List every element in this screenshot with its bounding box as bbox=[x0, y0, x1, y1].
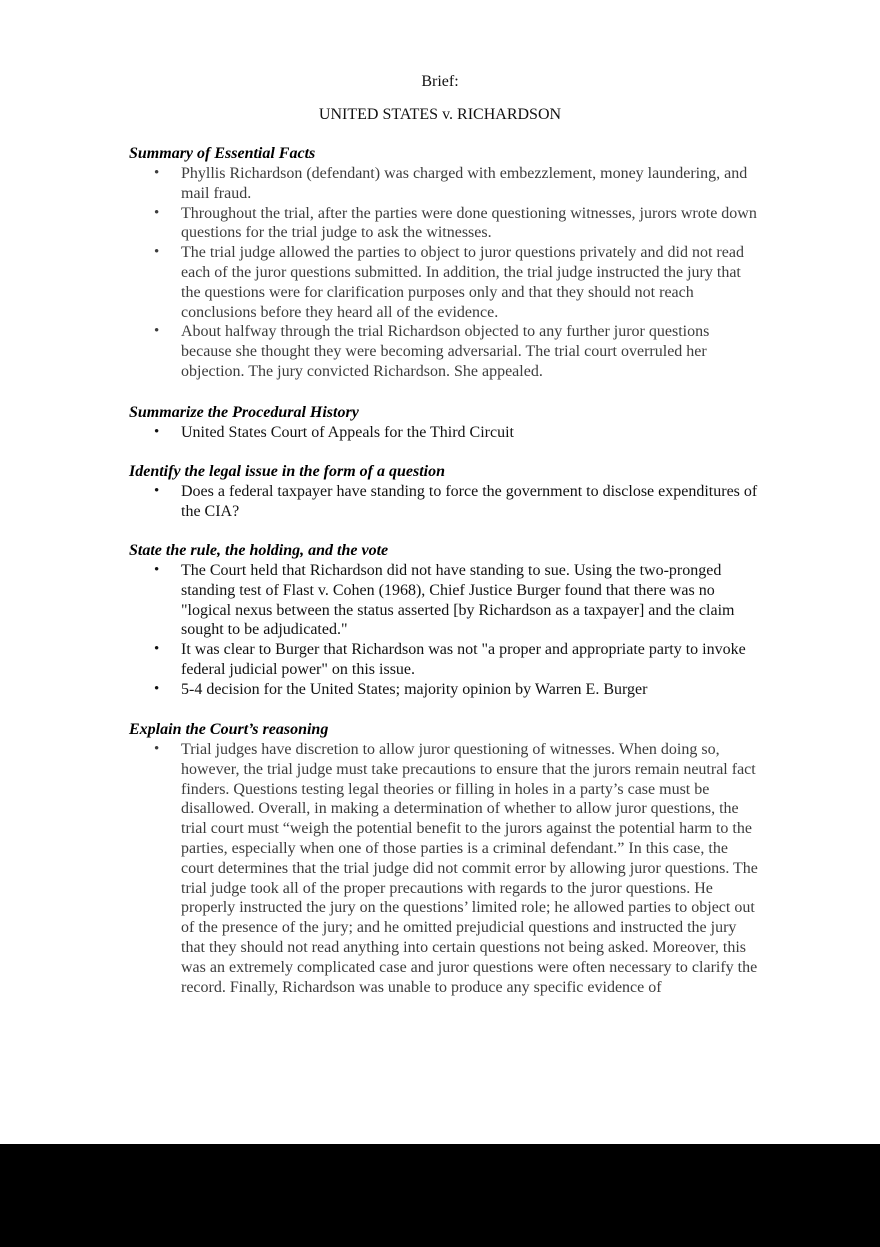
list-item: • Phyllis Richardson (defendant) was charged with embezzlement, money laundering, and mail fraud. bbox=[154, 165, 748, 202]
bullet-list bbox=[129, 164, 759, 382]
section-heading: Summarize the Procedural History bbox=[129, 404, 359, 421]
bullet-icon: • bbox=[154, 165, 160, 181]
list-item: • The trial judge allowed the parties to object to juror questions privately and did not read each of the juror questions submitted. In addition, the trial judge instructed the jury that the questions were for clarification purposes only and that they should not reach conclusions before they heard all of the evidence. bbox=[154, 244, 744, 321]
section-heading: State the rule, the holding, and the vote bbox=[129, 542, 389, 559]
section-court-reasoning bbox=[129, 720, 759, 997]
bullet-icon: • bbox=[154, 483, 160, 499]
bullet-icon: • bbox=[154, 323, 160, 340]
bullet-list bbox=[129, 740, 759, 997]
bullet-icon: • bbox=[154, 204, 160, 221]
list-item: • It was clear to Burger that Richardson was not "a proper and appropriate party to invoke federal judicial power" on this issue. bbox=[154, 641, 746, 678]
bullet-list bbox=[129, 482, 759, 522]
section-legal-issue bbox=[129, 462, 759, 522]
list-item: • United States Court of Appeals for the Third Circuit bbox=[154, 424, 514, 441]
list-item: • Trial judges have discretion to allow juror questioning of witnesses. When doing so, however, the trial judge must take precautions to ensure that the jurors remain neutral fact finders. Questions testing legal theories or filling in holes in a party’s case must be disallowed. Overall, in making a determination of whether to allow juror questions, the trial court must “weigh the potential benefit to the jurors against the potential harm to the parties, especially when one of those parties is a criminal defendant.” In this case, the court determines that the trial judge did not commit error by allowing juror questions. The trial judge took all of the proper precautions with regards to the juror questions. He properly instructed the jury on the questions’ limited role; he allowed parties to object out of the presence of the jury; and he omitted prejudicial questions and instructed the jury that they should not read anything into certain questions not being asked. Moreover, this was an extremely complicated case and juror questions were often necessary to clarify the record. Finally, Richardson was unable to produce any specific evidence of bbox=[154, 741, 758, 996]
section-rule-holding-vote bbox=[129, 541, 759, 700]
section-essential-facts bbox=[129, 144, 759, 382]
section-heading: Explain the Court’s reasoning bbox=[129, 721, 329, 738]
section-procedural-history bbox=[129, 403, 759, 443]
brief-label: Brief: bbox=[421, 73, 459, 90]
bottom-letterbox-bar bbox=[0, 1144, 880, 1247]
list-item: • Does a federal taxpayer have standing to force the government to disclose expenditures of the CIA? bbox=[154, 483, 758, 520]
bullet-icon: • bbox=[154, 244, 160, 261]
bullet-icon: • bbox=[154, 641, 160, 658]
list-item: • 5-4 decision for the United States; majority opinion by Warren E. Burger bbox=[154, 680, 648, 698]
section-heading: Summary of Essential Facts bbox=[129, 145, 316, 162]
bullet-icon: • bbox=[154, 424, 160, 440]
case-title: UNITED STATES v. RICHARDSON bbox=[318, 106, 562, 123]
list-item: • About halfway through the trial Richardson objected to any further juror questions because she thought they were becoming adversarial. The trial court overruled her objection. The jury convicted Richardson. She appealed. bbox=[154, 323, 710, 380]
list-item: • Throughout the trial, after the parties were done questioning witnesses, jurors wrote down questions for the trial judge to ask the witnesses. bbox=[154, 204, 757, 242]
bullet-icon: • bbox=[154, 680, 160, 697]
section-heading: Identify the legal issue in the form of a question bbox=[129, 463, 446, 480]
bullet-icon: • bbox=[154, 741, 160, 757]
bullet-list bbox=[129, 561, 759, 700]
list-item: • The Court held that Richardson did not have standing to sue. Using the two-pronged standing test of Flast v. Cohen (1968), Chief Justice Burger found that there was no "logical nexus between the status asserted [by Richardson as a taxpayer] and the claim sought to be adjudicated." bbox=[154, 562, 735, 639]
bullet-list bbox=[129, 423, 759, 443]
bullet-icon: • bbox=[154, 562, 160, 578]
